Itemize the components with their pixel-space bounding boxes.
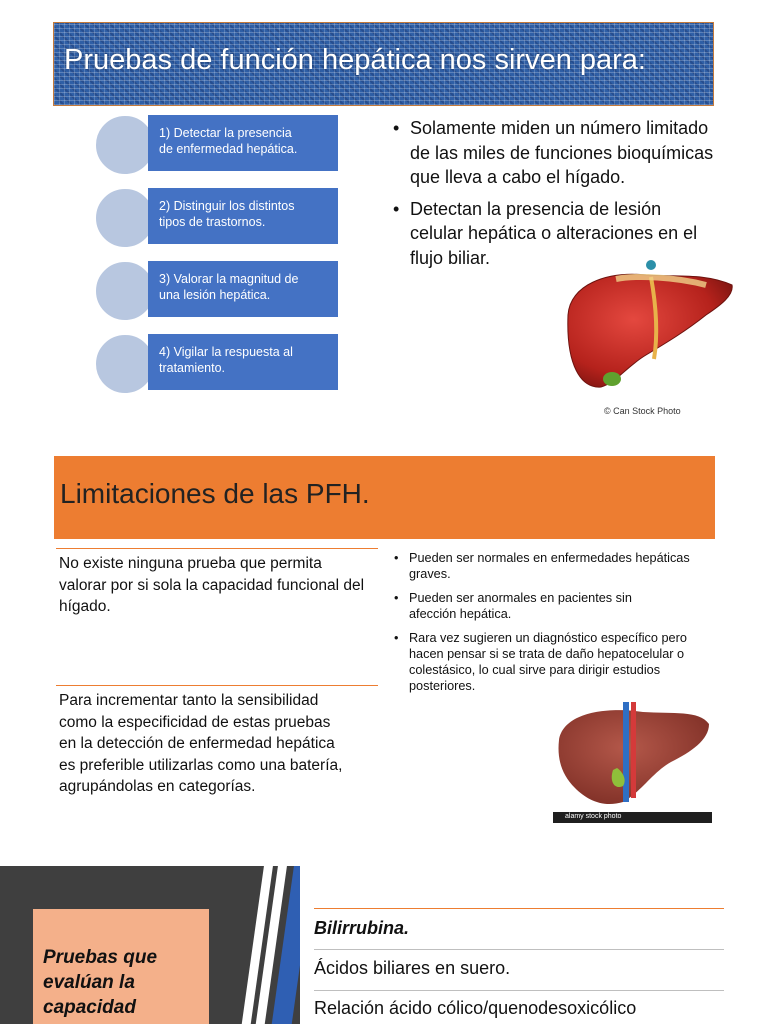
list-divider-1 (314, 949, 724, 950)
step-circle-3 (94, 260, 156, 322)
list-item-acidos-biliares: Ácidos biliares en suero. (314, 958, 511, 978)
slide2-title: Limitaciones de las PFH. (60, 478, 370, 509)
slide2-paragraph-1: No existe ninguna prueba que permita valorar por si sola la capacidad funcional del hígado. (59, 555, 365, 615)
list-divider-top (314, 908, 724, 909)
slide3-box-title: Pruebas que evalúan la capacidad (43, 947, 158, 1018)
step-box-1 (148, 115, 338, 171)
gallbladder-shape (603, 372, 621, 386)
list-item-relacion-acido: Relación ácido cólico/quenodesoxicólico (314, 998, 637, 1018)
slide2-bullet-3: • Rara vez sugieren un diagnóstico específico pero hacen pensar si se trata de daño hepatocelular o colestásico, lo cual sirve para dirigir estudios posteriores. (392, 630, 710, 694)
vessel-dot (646, 260, 656, 270)
step-circle-2 (94, 187, 156, 249)
slide2-bullet-1: • Pueden ser normales en enfermedades hepáticas graves. (392, 550, 710, 582)
divider-1 (56, 548, 378, 549)
canstock-credit: © Can Stock Photo (604, 406, 681, 416)
liver-illustration (556, 255, 736, 405)
step-3-line2: una lesión hepática. (159, 288, 271, 302)
slide1-bullet-2: • Detectan la presencia de lesión celular hepática o alteraciones en el flujo biliar. (393, 197, 710, 271)
step-box-3 (148, 261, 338, 317)
step-2-line2: tipos de trastornos. (159, 215, 266, 229)
step-box-2 (148, 188, 338, 244)
slide2-paragraph-2: Para incrementar tanto la sensibilidad como la especificidad de estas pruebas en la detección de enfermedad hepática es preferible utilizarlas como una batería, agrupándolas en categorías. (59, 692, 343, 795)
step-1-line2: de enfermedad hepática. (159, 142, 298, 156)
slide1-title: Pruebas de función hepática nos sirven para: (64, 44, 646, 76)
list-item-bilirrubina: Bilirrubina. (314, 918, 410, 938)
step-1-line1: 1) Detectar la presencia (159, 126, 292, 140)
divider-2 (56, 685, 378, 686)
step-4-line1: 4) Vigilar la respuesta al (159, 345, 293, 359)
step-box-4 (148, 334, 338, 390)
liver-anatomy-drawing (553, 700, 712, 823)
slide1-bullet-list (393, 116, 723, 277)
list-divider-2 (314, 990, 724, 991)
step-circle-1 (94, 114, 156, 176)
liver-anatomy-image (553, 700, 712, 823)
slide2-bullet-list (392, 550, 710, 702)
slide3-title-box (33, 909, 209, 1024)
step-3-line1: 3) Valorar la magnitud de (159, 272, 299, 286)
slide1-bullet-1: • Solamente miden un número limitado de las miles de funciones bioquímicas que lleva a cabo el hígado. (393, 116, 723, 190)
slide2-bullet-2: • Pueden ser anormales en pacientes sin afección hepática. (392, 590, 679, 622)
alamy-credit: alamy stock photo (565, 813, 622, 820)
step-2-line1: 2) Distinguir los distintos (159, 199, 295, 213)
step-circle-4 (94, 333, 156, 395)
step-4-line2: tratamiento. (159, 361, 226, 375)
